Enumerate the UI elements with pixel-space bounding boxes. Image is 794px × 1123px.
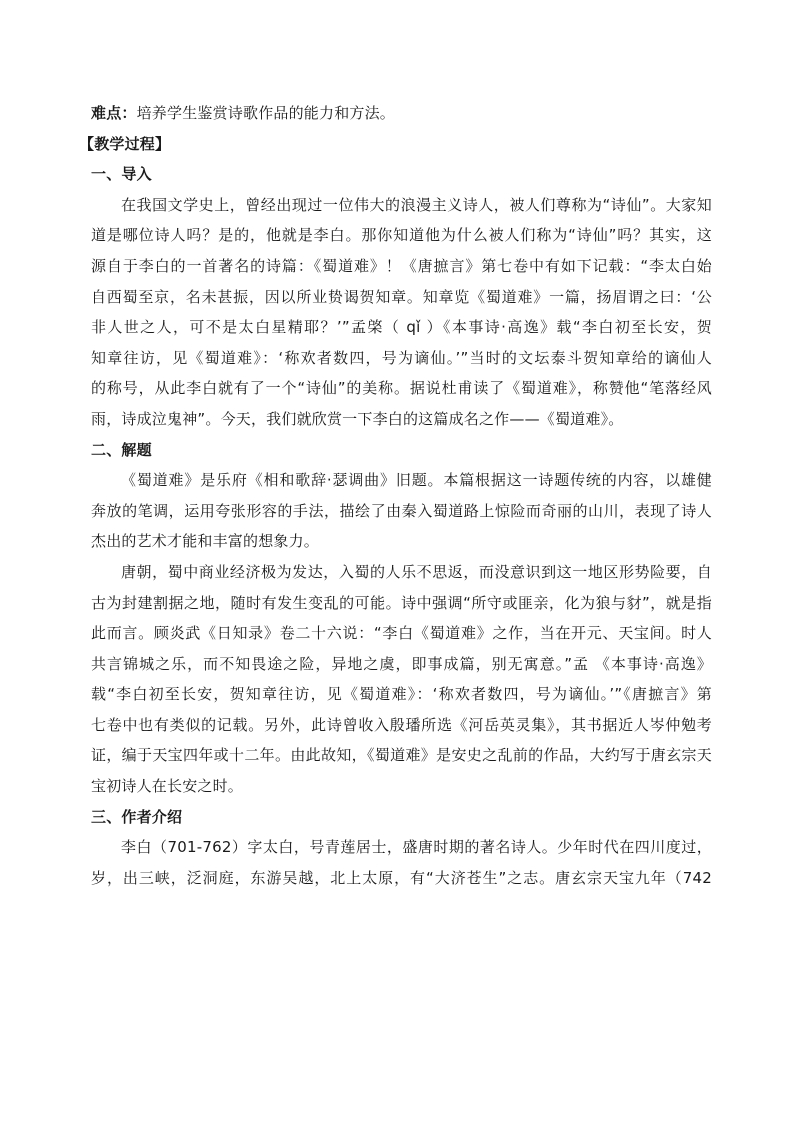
document-body <box>79 98 712 893</box>
paragraph-line: 自西蜀至京，名未甚振，因以所业贽谒贺知章。知章览《蜀道难》一篇，扬眉谓之曰：‘公 <box>91 287 712 306</box>
paragraph-line: 杰出的艺术才能和丰富的想象力。 <box>91 532 320 551</box>
paragraph-line: 载“李白初至长安，贺知章往访，见《蜀道难》：‘称欢者数四，号为谪仙。’”《唐摭言》第 <box>91 685 712 704</box>
paragraph-line: 岁，出三峡，泛洞庭，东游吴越，北上太原，有“大济苍生”之志。唐玄宗天宝九年（742 <box>91 868 712 887</box>
paragraph-line: 知章往访，见《蜀道难》：‘称欢者数四，号为谪仙。’”当时的文坛泰斗贺知章给的谪仙人 <box>91 348 712 367</box>
paragraph-line: 《蜀道难》是乐府《相和歌辞·瑟调曲》旧题。本篇根据这一诗题传统的内容，以雄健 <box>121 471 712 490</box>
paragraph-line: 奔放的笔调，运用夸张形容的手法，描绘了由秦入蜀道路上惊险而奇丽的山川，表现了诗人 <box>91 501 712 520</box>
section-heading-title-explanation: 二、解题 <box>91 440 152 459</box>
title-explanation-paragraph-2 <box>91 557 712 802</box>
author-intro-paragraph <box>91 832 712 893</box>
paragraph-line: 非人世之人，可不是太白星精耶？’”孟棨（ qǐ ）《本事诗·高逸》载“李白初至长安，贺 <box>91 318 712 337</box>
paragraph-line: 源自于李白的一首著名的诗篇：《蜀道难》！《唐摭言》第七卷中有如下记载：“李太白始 <box>91 256 712 275</box>
paragraph-line: 古为封建割据之地，随时有发生变乱的可能。诗中强调“所守或匪亲，化为狼与豺”，就是指 <box>91 593 712 612</box>
teaching-process-title: 【教学过程】 <box>79 134 171 153</box>
paragraph-line: 共言锦城之乐，而不知畏途之险，异地之虞，即事成篇，别无寓意。”孟 《本事诗·高逸》 <box>91 654 712 673</box>
difficulty-label: 难点： <box>91 104 137 122</box>
paragraph-line: 在我国文学史上，曾经出现过一位伟大的浪漫主义诗人，被人们尊称为“诗仙”。大家知 <box>121 195 712 214</box>
paragraph-line: 的称号，从此李白就有了一个“诗仙”的美称。据说杜甫读了《蜀道难》，称赞他“笔落经风 <box>91 379 712 398</box>
paragraph-line: 雨，诗成泣鬼神”。今天，我们就欣赏一下李白的这篇成名之作——《蜀道难》。 <box>91 409 624 428</box>
paragraph-line: 唐朝，蜀中商业经济极为发达，入蜀的人乐不思返，而没意识到这一地区形势险要，自 <box>121 562 712 581</box>
section-heading-intro: 一、导入 <box>91 165 152 184</box>
paragraph-line: 证，编于天宝四年或十二年。由此故知，《蜀道难》是安史之乱前的作品，大约写于唐玄宗天 <box>91 746 712 765</box>
intro-paragraph <box>91 190 712 435</box>
difficulty-text: 培养学生鉴赏诗歌作品的能力和方法。 <box>136 104 396 122</box>
title-explanation-paragraph-1 <box>91 465 712 557</box>
difficulty-line <box>91 98 712 129</box>
paragraph-line: 道是哪位诗人吗？是的，他就是李白。那你知道他为什么被人们称为“诗仙”吗？其实，这 <box>91 226 712 245</box>
paragraph-line: 李白（701-762）字太白，号青莲居士，盛唐时期的著名诗人。少年时代在四川度过， <box>121 838 712 857</box>
section-heading-author-intro: 三、作者介绍 <box>91 807 183 826</box>
paragraph-line: 七卷中也有类似的记载。另外，此诗曾收入殷璠所选《河岳英灵集》，其书据近人岑仲勉考 <box>91 715 712 734</box>
paragraph-line: 此而言。顾炎武《日知录》卷二十六说：“李白《蜀道难》之作，当在开元、天宝间。时人 <box>91 624 712 643</box>
paragraph-line: 宝初诗人在长安之时。 <box>91 777 244 796</box>
